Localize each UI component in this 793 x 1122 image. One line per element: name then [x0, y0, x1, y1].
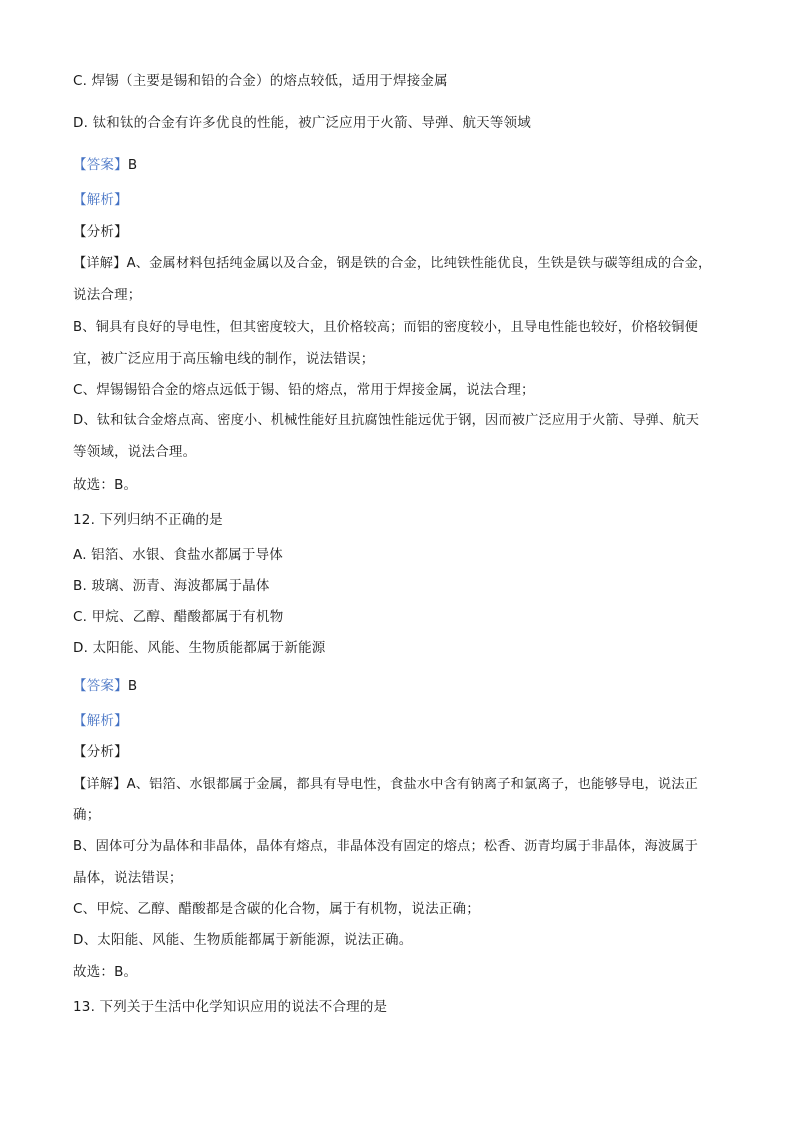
q11-fenxi-label: 【分析】 — [73, 224, 128, 240]
q12-fenxi-label: 【分析】 — [73, 744, 128, 760]
q11-detail-d: D、钛和钛合金熔点高、密度小、机械性能好且抗腐蚀性能远优于钢，因而被广泛应用于火箭、导弹、航天 — [73, 413, 700, 428]
q11-detail-a-cont: 说法合理； — [73, 287, 142, 303]
q11-answer — [73, 156, 137, 174]
q12-detail-b: B、固体可分为晶体和非晶体，晶体有熔点，非晶体没有固定的熔点；松香、沥青均属于非晶体，海波属于 — [73, 839, 699, 854]
q11-detail-c: C、焊锡锡铅合金的熔点远低于锡、铅的熔点，常用于焊接金属，说法合理； — [73, 382, 535, 398]
q12-answer — [73, 677, 137, 695]
q11-analysis-label: 【解析】 — [73, 192, 128, 208]
q11-answer-value: B — [127, 157, 138, 173]
q12-detail-a-text: A、铝箔、水银都属于金属，都具有导电性，食盐水中含有钠离子和氯离子，也能够导电，说法正 — [126, 777, 699, 792]
q12-analysis-label: 【解析】 — [73, 713, 128, 729]
q11-detail-a-text: A、金属材料包括纯金属以及合金，钢是铁的合金，比纯铁性能优良，生铁是铁与碳等组成的合金， — [126, 256, 712, 271]
q12-detail-label: 【详解】 — [73, 777, 127, 792]
q12-detail-c: C、甲烷、乙醇、醋酸都是含碳的化合物，属于有机物，说法正确； — [73, 901, 480, 917]
q11-answer-label: 【答案】 — [73, 157, 128, 173]
q11-detail-d-cont: 等领域，说法合理。 — [73, 444, 197, 460]
q12-option-c: C. 甲烷、乙醇、醋酸都属于有机物 — [73, 609, 284, 625]
q12-option-d: D. 太阳能、风能、生物质能都属于新能源 — [73, 640, 326, 656]
q12-stem: 12. 下列归纳不正确的是 — [73, 512, 223, 528]
q11-detail-b: B、铜具有良好的导电性，但其密度较大，且价格较高；而铝的密度较小，且导电性能也较好，价格较铜便 — [73, 320, 699, 335]
q12-answer-value: B — [127, 678, 138, 694]
q12-detail-a — [73, 776, 698, 794]
q12-conclusion: 故选：B。 — [73, 964, 138, 980]
q11-option-d: D. 钛和钛的合金有许多优良的性能，被广泛应用于火箭、导弹、航天等领域 — [73, 115, 531, 131]
q12-answer-label: 【答案】 — [73, 678, 128, 694]
q13-stem: 13. 下列关于生活中化学知识应用的说法不合理的是 — [73, 999, 388, 1015]
q12-option-b: B. 玻璃、沥青、海波都属于晶体 — [73, 578, 270, 594]
q11-detail-a — [73, 255, 711, 273]
q12-option-a: A. 铝箔、水银、食盐水都属于导体 — [73, 547, 283, 563]
q11-detail-label: 【详解】 — [73, 256, 127, 271]
q11-option-c: C. 焊锡（主要是锡和铅的合金）的熔点较低，适用于焊接金属 — [73, 73, 448, 89]
q11-detail-b-cont: 宜，被广泛应用于高压输电线的制作，说法错误； — [73, 351, 375, 367]
q12-detail-a-cont: 确； — [73, 807, 101, 823]
q11-conclusion: 故选：B。 — [73, 477, 138, 493]
q12-detail-b-cont: 晶体，说法错误； — [73, 870, 183, 886]
q12-detail-d: D、太阳能、风能、生物质能都属于新能源，说法正确。 — [73, 932, 413, 948]
